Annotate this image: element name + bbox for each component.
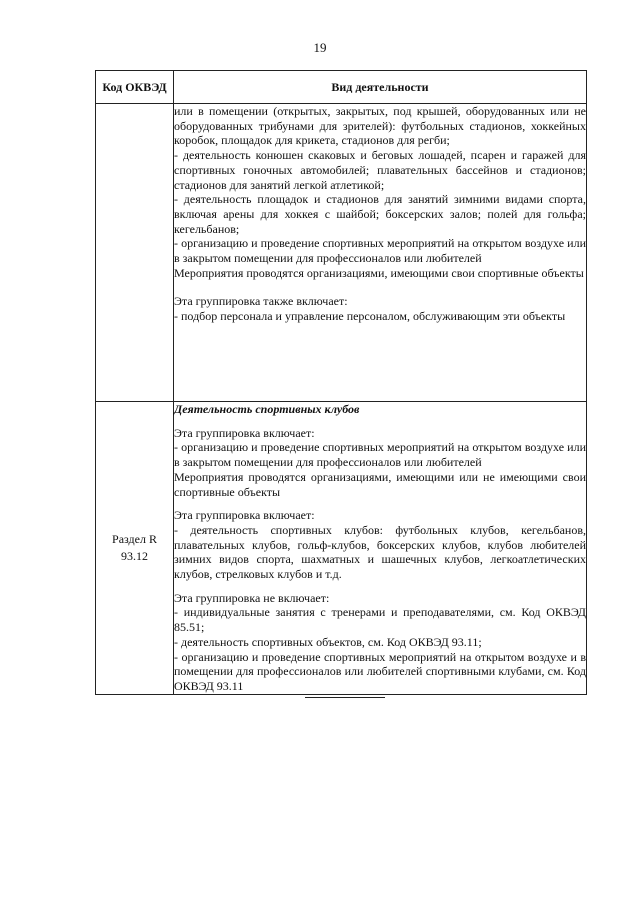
row2-includes2: - деятельность спортивных клубов: футбольных клубов, кегельбанов, плавательных клубов, гольф-клубов, боксерских клубов, клубов любителей зимних видов спорта, шахматных и шашечных клубов, легкоатлетических клубов, стрелковых клубов и т.д.	[174, 522, 586, 582]
row1-also-includes-title: Эта группировка также включает:	[174, 294, 348, 309]
row2-includes2-title: Эта группировка включает:	[174, 508, 315, 523]
page-number: 19	[313, 40, 327, 55]
row1-line: - организацию и проведение спортивных мероприятий на открытом воздухе или в закрытом помещении для профессионалов или любителей	[174, 236, 586, 266]
footer-divider	[305, 697, 385, 698]
row2-includes1-line: - организацию и проведение спортивных мероприятий на открытом воздухе или в закрытом помещении для профессионалов или любителей	[174, 440, 586, 470]
row2-code-section: Раздел R	[112, 531, 157, 546]
row2-includes1-title: Эта группировка включает:	[174, 425, 315, 440]
row2-includes1-line: Мероприятия проводятся организациями, имеющими или не имеющими свои спортивные объекты	[174, 469, 586, 499]
okved-table	[95, 70, 587, 695]
table-row	[96, 402, 587, 695]
row2-heading: Деятельность спортивных клубов	[174, 402, 360, 416]
row2-code-number: 93.12	[121, 548, 148, 563]
row2-excludes-title: Эта группировка не включает:	[174, 590, 330, 605]
row2-code	[96, 402, 174, 695]
row1-code	[96, 104, 174, 402]
header-activity: Вид деятельности	[174, 71, 587, 104]
row2-description	[174, 402, 587, 695]
table-row	[96, 104, 587, 402]
row1-line: Мероприятия проводятся организациями, имеющими свои спортивные объекты	[174, 265, 584, 280]
header-code: Код ОКВЭД	[96, 71, 174, 104]
row1-also-includes: - подбор персонала и управление персоналом, обслуживающим эти объекты	[174, 309, 566, 324]
row1-line: или в помещении (открытых, закрытых, под крышей, оборудованных или не оборудованных трибунами для зрителей): футбольных стадионов, хоккейных коробок, площадок для крикета, стадионов для регби;	[174, 104, 586, 148]
table-header-row	[96, 71, 587, 104]
row2-excludes-line: - индивидуальные занятия с тренерами и преподавателями, см. Код ОКВЭД 85.51;	[174, 605, 586, 635]
row1-line: - деятельность конюшен скаковых и беговых лошадей, псарен и гаражей для спортивных гоночных автомобилей; плавательных бассейнов и стадионов; стадионов для занятий легкой атлетикой;	[174, 148, 586, 192]
row1-description	[174, 104, 587, 402]
row1-line: - деятельность площадок и стадионов для занятий зимними видами спорта, включая арены для хоккея с шайбой; боксерских залов; полей для гольфа; кегельбанов;	[174, 192, 586, 236]
row2-excludes-line: - организацию и проведение спортивных мероприятий на открытом воздухе и в помещении для профессионалов или любителей спортивными клубами, см. Код ОКВЭД 93.11	[174, 649, 586, 693]
row2-excludes-line: - деятельность спортивных объектов, см. Код ОКВЭД 93.11;	[174, 634, 482, 649]
